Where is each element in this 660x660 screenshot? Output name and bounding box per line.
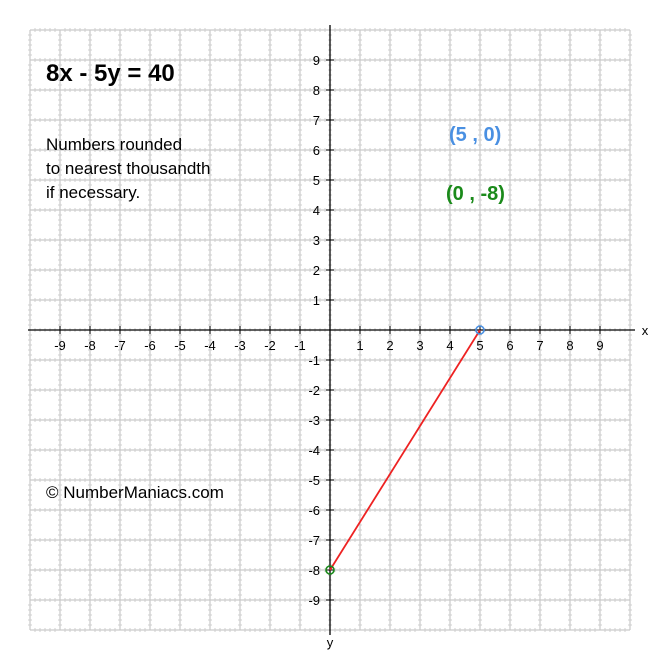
y-tick-label: 2 [312, 263, 320, 278]
intercept-label-y: (0 , -8) [446, 183, 505, 205]
x-tick-label: -9 [54, 338, 66, 353]
y-tick-label: 5 [312, 173, 320, 188]
x-tick-label: 3 [416, 338, 424, 353]
x-tick-label: -7 [114, 338, 126, 353]
y-tick-label: 1 [312, 293, 320, 308]
axes [28, 25, 635, 635]
x-tick-label: 1 [356, 338, 364, 353]
x-tick-label: 9 [596, 338, 604, 353]
y-tick-label: 3 [312, 233, 320, 248]
x-tick-label: -3 [234, 338, 246, 353]
y-axis-label: y [326, 635, 334, 650]
y-tick-label: -1 [308, 353, 320, 368]
y-tick-label: -5 [308, 473, 320, 488]
y-tick-label: 7 [312, 113, 320, 128]
x-axis-label: x [641, 323, 649, 338]
rounding-note [46, 133, 210, 205]
x-tick-label: -4 [204, 338, 216, 353]
x-tick-label: -1 [294, 338, 306, 353]
y-tick-label: -9 [308, 593, 320, 608]
x-tick-label: -6 [144, 338, 156, 353]
x-tick-label: 4 [446, 338, 454, 353]
y-tick-label: 9 [312, 53, 320, 68]
y-tick-label: -2 [308, 383, 320, 398]
x-tick-label: -2 [264, 338, 276, 353]
y-tick-label: -4 [308, 443, 320, 458]
intercept-label-x: (5 , 0) [449, 124, 502, 146]
note-line: to nearest thousandth [46, 159, 211, 178]
x-tick-label: 6 [506, 338, 514, 353]
x-tick-label: 8 [566, 338, 574, 353]
x-tick-label: -8 [84, 338, 96, 353]
y-tick-label: -7 [308, 533, 320, 548]
copyright-text: © NumberManiacs.com [46, 483, 224, 502]
x-tick-label: 5 [476, 338, 484, 353]
y-tick-label: 8 [312, 83, 320, 98]
note-line: Numbers rounded [46, 135, 183, 154]
x-tick-label: -5 [174, 338, 186, 353]
equation-title: 8x - 5y = 40 [46, 60, 175, 87]
x-tick-label: 7 [536, 338, 544, 353]
y-tick-label: 6 [312, 143, 320, 158]
y-tick-label: -6 [308, 503, 320, 518]
x-tick-label: 2 [386, 338, 394, 353]
y-tick-label: 4 [312, 203, 320, 218]
note-line: if necessary. [46, 183, 141, 202]
y-tick-label: -3 [308, 413, 320, 428]
y-tick-label: -8 [308, 563, 320, 578]
